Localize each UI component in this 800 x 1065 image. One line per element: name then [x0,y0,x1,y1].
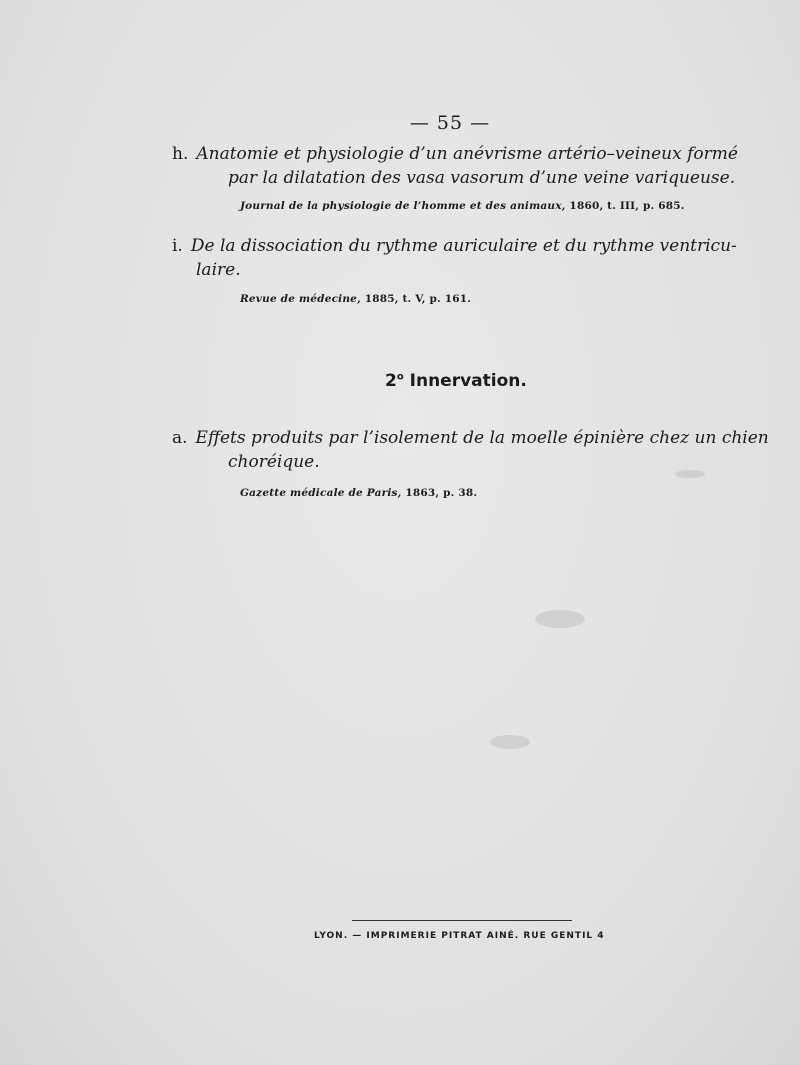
journal-citation: 1860, t. III, p. 685. [565,200,685,212]
section-number: 2 [385,371,397,391]
entry-reference-h [240,200,685,212]
entry-title-line2: par la dilatation des vasa vasorum d’une veine variqueuse. [228,168,736,188]
section-degree: o [396,371,404,383]
journal-name: Gazette médicale de Paris, [240,487,402,499]
printer-imprint: LYON. — IMPRIMERIE PITRAT AINÉ. RUE GENTIL 4 [314,931,605,941]
entry-title: Anatomie et physiologie d’un anévrisme artério–veineux formé [196,144,738,164]
page-number: — 55 — [409,112,491,134]
journal-name: Revue de médecine, [240,293,361,305]
entry-title: De la dissociation du rythme auriculaire et du rythme ventricu- [190,236,737,256]
bibliography-entry-h [172,142,740,190]
entry-title-line1 [172,426,769,450]
journal-citation: 1885, t. V, p. 161. [360,293,472,305]
entry-reference-a [240,487,477,499]
entry-title-line2: choréique. [228,452,320,472]
section-title: Innervation. [403,371,527,391]
journal-citation: 1863, p. 38. [401,487,478,499]
bibliography-entry-a [172,426,769,474]
entry-letter: a. [172,428,188,448]
bibliography-entry-i [172,234,740,282]
page-smudge [490,735,530,749]
entry-title: Effets produits par l’isolement de la moelle épinière chez un chien [195,428,769,448]
entry-title-line2: laire. [196,260,241,280]
journal-name: Journal de la physiologie de l’homme et des animaux, [240,200,566,212]
entry-reference-i [240,293,471,305]
footer-rule [352,920,572,921]
page-smudge [535,610,585,628]
entry-title-line1 [172,234,740,258]
section-heading [385,371,527,391]
entry-letter: h. [172,144,189,164]
entry-letter: i. [172,236,183,256]
entry-title-line1 [172,142,740,166]
